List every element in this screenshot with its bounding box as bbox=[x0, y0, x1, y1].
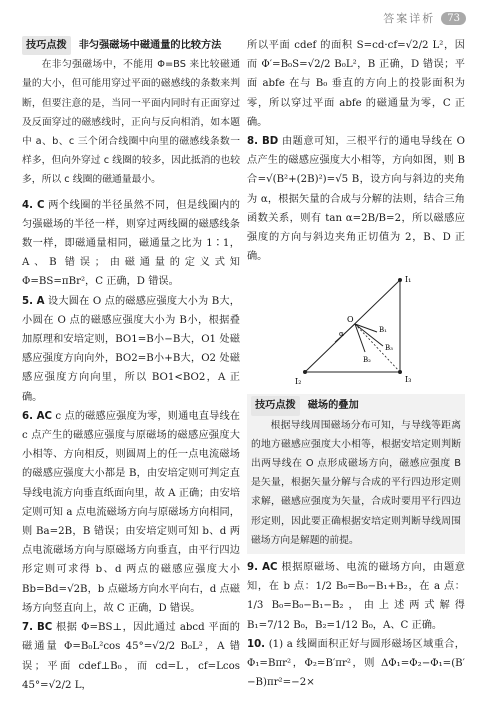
label-b1: B₁ bbox=[379, 326, 387, 335]
wire-marker bbox=[398, 278, 402, 282]
page-number: 73 bbox=[441, 12, 466, 25]
answer-number: 10. bbox=[247, 638, 266, 650]
answer-7-continued: 所以平面 cdef 的面积 S=cd·cf=√2/2 L²，因而 Φ′=B₀S=√2/2 B₀L²，B 正确，D 错误；平面 abfe 在与 B₀ 垂直的方向上的投影面积为零，所以穿过平面 abfe 的磁通量为零，C 正确。 bbox=[247, 40, 465, 128]
tip-title: 磁场的叠加 bbox=[307, 400, 359, 412]
tip-title: 非匀强磁场中磁通量的比较方法 bbox=[78, 40, 222, 51]
answer-number: 7. BC bbox=[22, 622, 53, 634]
answer-9 bbox=[247, 558, 465, 635]
answer-7 bbox=[22, 618, 240, 695]
answer-8 bbox=[247, 132, 465, 266]
tip-tag: 技巧点拨 bbox=[251, 396, 300, 415]
tip-tag: 技巧点拨 bbox=[22, 36, 71, 55]
answer-6 bbox=[22, 407, 240, 618]
answer-number: 5. A bbox=[22, 295, 45, 307]
answer-number: 6. AC bbox=[22, 410, 53, 422]
answer-4 bbox=[22, 196, 240, 292]
label-b3: B₃ bbox=[385, 344, 393, 353]
answer-text: (1) a 线圈面积正好与圆形磁场区域重合，Φ₁=Bπr²，Φ₂=B′πr²，则 ΔΦ₁=Φ₂−Φ₁=(B′−B)πr²=−2× bbox=[247, 638, 465, 689]
answer-text: 设大圆在 O 点的磁感应强度大小为 B大，小圆在 O 点的磁感应强度大小为 B小，根据叠加原理和安培定则，BO1=B小−B大，O1 处磁感应强度方向向外，BO2=B小+B大，O2 处磁感应强度方向向里，所以 BO1<BO2，A 正确。 bbox=[22, 295, 240, 403]
label-i3: I₃ bbox=[405, 375, 412, 385]
section-label: 答案详析 bbox=[383, 12, 436, 25]
label-i2: I₂ bbox=[295, 377, 302, 387]
wire-marker bbox=[398, 370, 402, 374]
answer-text: 根据原磁场、电流的磁场方向，由题意知，在 b 点：1/2 B₀=B₀−B₁+B₂，在 a 点：1/3 B₀=B₀−B₁−B₂，由上述两式解得 B₁=7/12 B₀，B₂=1/12 B₀，A、C 正确。 bbox=[247, 562, 465, 631]
answer-text: 根据 Φ=BS⊥，因此通过 abcd 平面的磁通量 Φ=B₀L²cos 45°=√2/2 B₀L²，A 错误；平面 cdef⊥B₀，而 cd=L，cf=Lcos 45°=√2/2 L， bbox=[22, 622, 240, 691]
label-alpha: α bbox=[339, 330, 344, 339]
answer-text: c 点的磁感应强度为零，则通电直导线在 c 点产生的磁感应强度与原磁场的磁感应强度大小相等、方向相反，则圆周上的任一点电流磁场的磁感应强度大小都是 B，由安培定则可判定直导线电流方向垂直纸面向里，故 A 正确；由安培定则可知 a 点电流磁场方向与原磁场方向相同，则 Ba=2B，B 错误；由安培定则可知 b、d 两点电流磁场方向与原磁场方向垂直，由平行四边形定则可求得 b、d 两点的磁感应强度大小 Bb=Bd=√2B，b 点磁场方向水平向右，d 点磁场方向竖直向上，故 C 正确，D 错误。 bbox=[22, 410, 240, 614]
wire-marker bbox=[303, 370, 307, 374]
perpendicular bbox=[355, 324, 400, 372]
answer-number: 4. C bbox=[22, 199, 45, 211]
left-column bbox=[22, 36, 240, 695]
answer-number: 9. AC bbox=[247, 562, 278, 574]
tip-heading bbox=[251, 396, 461, 415]
answer-number: 8. BD bbox=[247, 136, 279, 148]
vector-resultant bbox=[335, 324, 355, 342]
tip-box-flux bbox=[22, 36, 240, 190]
tip-body: 根据导线周围磁场分布可知，与导线等距离的地方磁感应强度大小相等，根据安培定则判断出两导线在 O 点形成磁场方向，磁感应强度 B 是矢量，根据矢量分解与合成的平行四边形定则求解，磁感应强度为矢量，合成时要用平行四边形定则，因此要正确根据安培定则判断导线周围磁场方向是解题的前提。 bbox=[251, 419, 461, 546]
wire-triangle-diagram bbox=[295, 272, 425, 388]
label-b2: B₂ bbox=[363, 356, 371, 365]
tip-box-superposition bbox=[247, 394, 465, 554]
label-o: O bbox=[347, 315, 354, 325]
answer-10 bbox=[247, 635, 465, 693]
answer-text: 由题意可知，三根平行的通电导线在 O 点产生的磁感应强度大小相等，方向如图，则 B合=√(B²+(2B)²)=√5 B，设方向与斜边的夹角为 α，根据矢量的合成与分解的法则，结合三角函数关系，则有 tan α=2B/B=2，所以磁感应强度的方向与斜边夹角正切值为 2，B、D 正确。 bbox=[247, 136, 465, 263]
answer-text: 两个线圈的半径虽然不同，但是线圈内的匀强磁场的半径一样，则穿过两线圈的磁感线条数一样，即磁通量相同，磁通量之比为 1∶1，A、B 错误；由磁通量的定义式知 Φ=BS=πBr²，C 正确，D 错误。 bbox=[22, 199, 240, 288]
tip-body: 在非匀强磁场中，不能用 Φ=BS 来比较磁通量的大小，但可能用穿过平面的磁感线的条数来判断，但要注意的是，当同一平面内同时有正面穿过及反面穿过的磁感线时，正向与反向相消，如本题中 a、b、c 三个闭合线圈中向里的磁感线条数一样多，但向外穿过 c 线圈的较多，因此抵消的也较多，所以 c 线圈的磁通量最小。 bbox=[22, 59, 240, 186]
label-i1: I₁ bbox=[405, 275, 412, 285]
tip-heading bbox=[22, 36, 240, 55]
field-superposition-figure bbox=[247, 272, 465, 388]
answer-5 bbox=[22, 292, 240, 407]
right-column bbox=[247, 36, 465, 692]
page-header bbox=[383, 10, 466, 26]
